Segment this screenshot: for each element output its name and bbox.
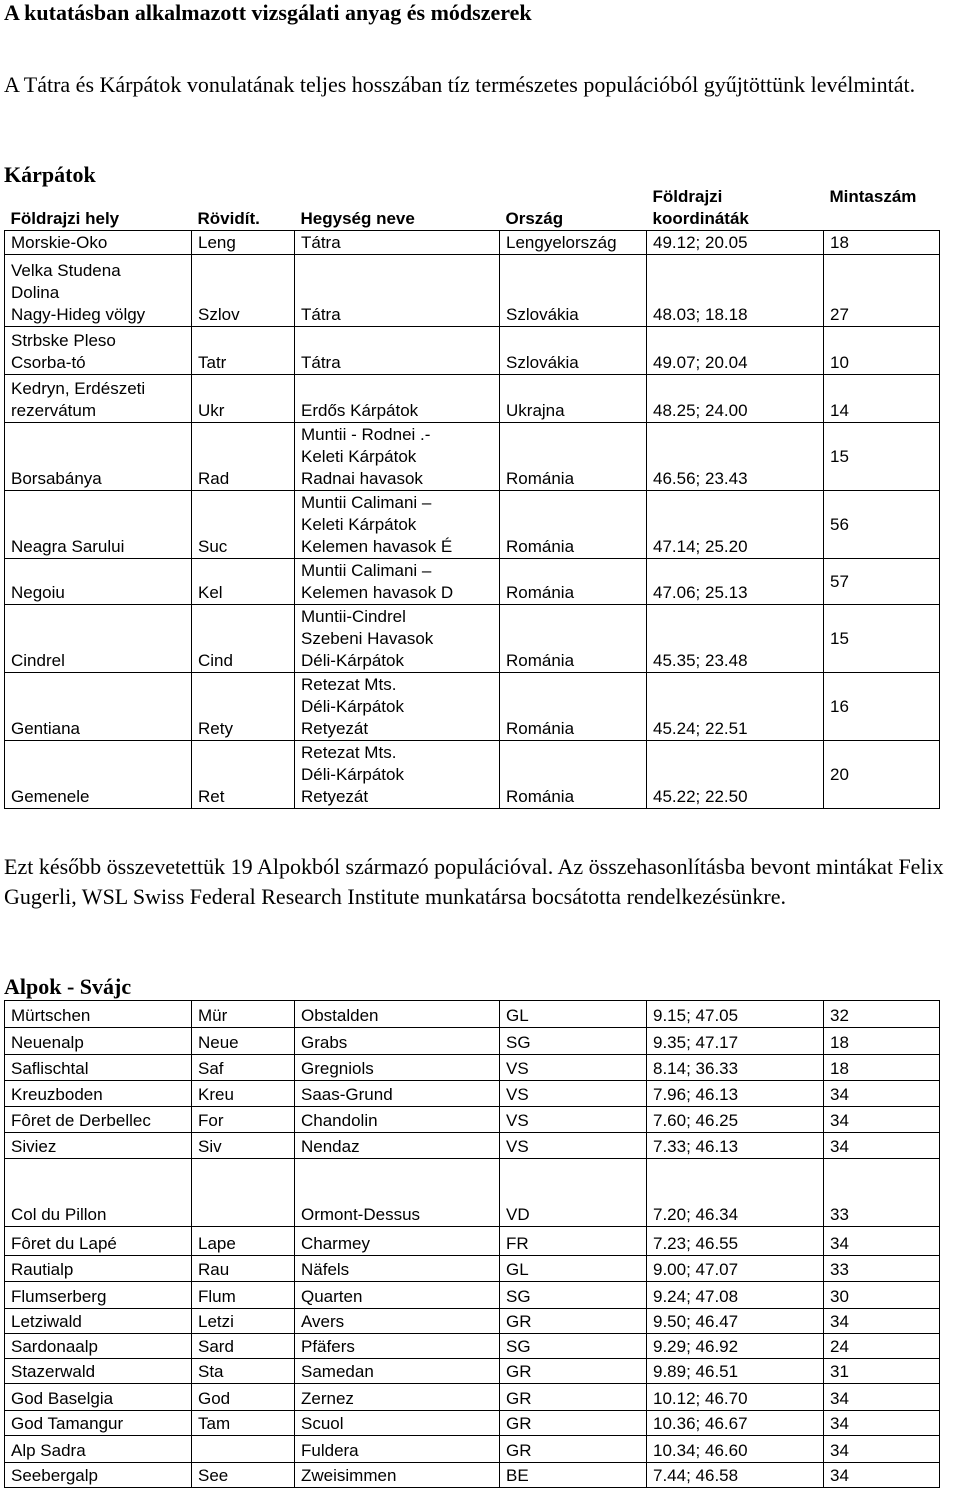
cell-sample-count: 57 [824,559,940,605]
cell-coordinates: 9.15; 47.05 [647,1001,824,1028]
cell-coordinates: 45.22; 22.50 [647,741,824,809]
cell-location: Gentiana [5,673,192,741]
cell-abbreviation [192,1159,295,1227]
table-row [5,1001,940,1028]
cell-abbreviation: Rad [192,423,295,491]
cell-country: VS [500,1055,647,1081]
cell-location: Stazerwald [5,1359,192,1384]
cell-abbreviation: Cind [192,605,295,673]
cell-mountain: Charmey [295,1227,500,1256]
header-coordinates: Földrajzi koordináták [647,186,824,231]
cell-country: GL [500,1001,647,1028]
table-row [5,327,940,375]
cell-mountain: Nendaz [295,1133,500,1159]
cell-mountain: Muntii - Rodnei .- Keleti Kárpátok Radnai havasok [295,423,500,491]
cell-mountain: Tátra [295,231,500,255]
cell-abbreviation: Flum [192,1282,295,1309]
cell-coordinates: 8.14; 36.33 [647,1055,824,1081]
cell-coordinates: 10.12; 46.70 [647,1384,824,1411]
table-row [5,1384,940,1411]
cell-location: Strbske Pleso Csorba-tó [5,327,192,375]
table-row [5,375,940,423]
cell-abbreviation: See [192,1463,295,1488]
cell-country: VD [500,1159,647,1227]
cell-coordinates: 7.23; 46.55 [647,1227,824,1256]
header-mountain: Hegység neve [295,186,500,231]
carpathians-heading: Kárpátok [4,162,96,187]
table-row [5,605,940,673]
table-row [5,1256,940,1282]
cell-location: Cindrel [5,605,192,673]
cell-country: GR [500,1411,647,1436]
cell-abbreviation: God [192,1384,295,1411]
cell-abbreviation: Letzi [192,1309,295,1334]
table-row [5,1159,940,1227]
cell-coordinates: 7.96; 46.13 [647,1081,824,1107]
cell-location: Borsabánya [5,423,192,491]
cell-country: SG [500,1028,647,1055]
cell-sample-count: 15 [824,423,940,491]
cell-mountain: Retezat Mts. Déli-Kárpátok Retyezát [295,741,500,809]
table-row [5,1309,940,1334]
cell-location: Rautialp [5,1256,192,1282]
cell-sample-count: 15 [824,605,940,673]
cell-country: Románia [500,673,647,741]
cell-sample-count: 34 [824,1081,940,1107]
cell-sample-count: 34 [824,1463,940,1488]
table-row [5,1133,940,1159]
table-row [5,1107,940,1133]
cell-location: God Baselgia [5,1384,192,1411]
table-row [5,1359,940,1384]
cell-coordinates: 9.50; 46.47 [647,1309,824,1334]
cell-country: GR [500,1309,647,1334]
table-row [5,1411,940,1436]
cell-mountain: Obstalden [295,1001,500,1028]
cell-country: Románia [500,605,647,673]
table-row [5,1227,940,1256]
cell-abbreviation: Tatr [192,327,295,375]
cell-location: Neuenalp [5,1028,192,1055]
cell-coordinates: 7.60; 46.25 [647,1107,824,1133]
cell-abbreviation: Suc [192,491,295,559]
cell-location: Morskie-Oko [5,231,192,255]
cell-mountain: Muntii Calimani – Kelemen havasok D [295,559,500,605]
cell-coordinates: 45.24; 22.51 [647,673,824,741]
cell-location: Fôret du Lapé [5,1227,192,1256]
cell-coordinates: 9.29; 46.92 [647,1334,824,1359]
table-row [5,559,940,605]
cell-country: GR [500,1436,647,1463]
cell-coordinates: 46.56; 23.43 [647,423,824,491]
cell-mountain: Tátra [295,327,500,375]
cell-location: Mürtschen [5,1001,192,1028]
cell-country: SG [500,1282,647,1309]
cell-sample-count: 24 [824,1334,940,1359]
cell-country: FR [500,1227,647,1256]
cell-mountain: Retezat Mts. Déli-Kárpátok Retyezát [295,673,500,741]
cell-sample-count: 56 [824,491,940,559]
cell-location: Alp Sadra [5,1436,192,1463]
cell-location: Sardonaalp [5,1334,192,1359]
cell-sample-count: 33 [824,1256,940,1282]
cell-coordinates: 47.14; 25.20 [647,491,824,559]
cell-mountain: Tátra [295,255,500,327]
cell-country: Lengyelország [500,231,647,255]
table-row [5,1055,940,1081]
cell-sample-count: 18 [824,231,940,255]
cell-country: VS [500,1081,647,1107]
cell-mountain: Gregniols [295,1055,500,1081]
cell-coordinates: 10.36; 46.67 [647,1411,824,1436]
cell-abbreviation: Leng [192,231,295,255]
cell-abbreviation: Kreu [192,1081,295,1107]
table-row [5,255,940,327]
cell-sample-count: 34 [824,1107,940,1133]
cell-abbreviation: Sta [192,1359,295,1384]
header-country: Ország [500,186,647,231]
cell-location: God Tamangur [5,1411,192,1436]
cell-abbreviation: Neue [192,1028,295,1055]
cell-country: Ukrajna [500,375,647,423]
cell-location: Seebergalp [5,1463,192,1488]
cell-mountain: Fuldera [295,1436,500,1463]
cell-sample-count: 34 [824,1227,940,1256]
cell-abbreviation: Szlov [192,255,295,327]
cell-coordinates: 10.34; 46.60 [647,1436,824,1463]
cell-country: GL [500,1256,647,1282]
table-row [5,1463,940,1488]
cell-mountain: Zweisimmen [295,1463,500,1488]
cell-mountain: Erdős Kárpátok [295,375,500,423]
cell-location: Velka Studena Dolina Nagy-Hideg völgy [5,255,192,327]
cell-abbreviation: Saf [192,1055,295,1081]
cell-sample-count: 34 [824,1411,940,1436]
cell-mountain: Avers [295,1309,500,1334]
table-row [5,423,940,491]
cell-abbreviation: Kel [192,559,295,605]
cell-coordinates: 7.44; 46.58 [647,1463,824,1488]
cell-sample-count: 33 [824,1159,940,1227]
cell-mountain: Zernez [295,1384,500,1411]
cell-coordinates: 48.25; 24.00 [647,375,824,423]
cell-location: Siviez [5,1133,192,1159]
cell-sample-count: 34 [824,1436,940,1463]
cell-country: VS [500,1107,647,1133]
cell-sample-count: 30 [824,1282,940,1309]
cell-abbreviation: Siv [192,1133,295,1159]
cell-abbreviation: Rau [192,1256,295,1282]
cell-location: Neagra Sarului [5,491,192,559]
cell-location: Gemenele [5,741,192,809]
header-abbreviation: Rövidít. [192,186,295,231]
cell-country: Szlovákia [500,255,647,327]
cell-coordinates: 49.07; 20.04 [647,327,824,375]
intro-paragraph: A Tátra és Kárpátok vonulatának teljes hosszában tíz természetes populációból gyűjtöttünk levélmintát. [4,72,916,97]
cell-abbreviation: Rety [192,673,295,741]
cell-mountain: Scuol [295,1411,500,1436]
cell-abbreviation [192,1436,295,1463]
alps-heading: Alpok - Svájc [4,974,132,999]
cell-mountain: Muntii-Cindrel Szebeni Havasok Déli-Kárpátok [295,605,500,673]
cell-coordinates: 7.20; 46.34 [647,1159,824,1227]
cell-country: Szlovákia [500,327,647,375]
table-row [5,491,940,559]
cell-country: GR [500,1359,647,1384]
carpathians-header-row [5,186,940,231]
cell-location: Saflischtal [5,1055,192,1081]
comparison-paragraph: Ezt később összevetettük 19 Alpokból származó populációval. Az összehasonlításba bevont mintákat Felix Gugerli, WSL Swiss Federal Research Institute munkatársa bocsátotta rendelkezésünkre. [4,854,944,909]
cell-location: Negoiu [5,559,192,605]
cell-sample-count: 14 [824,375,940,423]
cell-sample-count: 34 [824,1133,940,1159]
table-row [5,673,940,741]
header-location: Földrajzi hely [5,186,192,231]
cell-abbreviation: Mür [192,1001,295,1028]
table-row [5,741,940,809]
cell-abbreviation: Lape [192,1227,295,1256]
cell-country: SG [500,1334,647,1359]
cell-sample-count: 16 [824,673,940,741]
cell-mountain: Samedan [295,1359,500,1384]
cell-country: Románia [500,559,647,605]
table-row [5,1081,940,1107]
cell-country: GR [500,1384,647,1411]
table-row [5,1028,940,1055]
cell-mountain: Grabs [295,1028,500,1055]
carpathians-table [4,186,940,809]
cell-country: Románia [500,423,647,491]
cell-mountain: Näfels [295,1256,500,1282]
cell-location: Fôret de Derbellec [5,1107,192,1133]
cell-coordinates: 49.12; 20.05 [647,231,824,255]
cell-mountain: Pfäfers [295,1334,500,1359]
cell-abbreviation: Ret [192,741,295,809]
cell-location: Flumserberg [5,1282,192,1309]
cell-sample-count: 20 [824,741,940,809]
cell-abbreviation: Sard [192,1334,295,1359]
cell-location: Letziwald [5,1309,192,1334]
cell-country: VS [500,1133,647,1159]
cell-mountain: Muntii Calimani – Keleti Kárpátok Kelemen havasok É [295,491,500,559]
cell-coordinates: 45.35; 23.48 [647,605,824,673]
cell-sample-count: 34 [824,1384,940,1411]
cell-sample-count: 27 [824,255,940,327]
header-sample-count: Mintaszám [824,186,940,231]
cell-abbreviation: Ukr [192,375,295,423]
cell-sample-count: 18 [824,1055,940,1081]
cell-location: Kreuzboden [5,1081,192,1107]
cell-country: Románia [500,741,647,809]
cell-country: BE [500,1463,647,1488]
table-row [5,231,940,255]
cell-sample-count: 10 [824,327,940,375]
table-row [5,1282,940,1309]
cell-coordinates: 9.35; 47.17 [647,1028,824,1055]
cell-coordinates: 47.06; 25.13 [647,559,824,605]
cell-country: Románia [500,491,647,559]
cell-coordinates: 9.24; 47.08 [647,1282,824,1309]
cell-mountain: Quarten [295,1282,500,1309]
cell-mountain: Ormont-Dessus [295,1159,500,1227]
cell-sample-count: 18 [824,1028,940,1055]
table-row [5,1334,940,1359]
cell-coordinates: 9.89; 46.51 [647,1359,824,1384]
cell-coordinates: 9.00; 47.07 [647,1256,824,1282]
alps-table [4,1000,940,1488]
table-row [5,1436,940,1463]
cell-abbreviation: For [192,1107,295,1133]
cell-mountain: Saas-Grund [295,1081,500,1107]
cell-location: Col du Pillon [5,1159,192,1227]
cell-sample-count: 32 [824,1001,940,1028]
cell-coordinates: 7.33; 46.13 [647,1133,824,1159]
cell-sample-count: 34 [824,1309,940,1334]
cell-location: Kedryn, Erdészeti rezervátum [5,375,192,423]
cell-abbreviation: Tam [192,1411,295,1436]
cell-sample-count: 31 [824,1359,940,1384]
section-title: A kutatásban alkalmazott vizsgálati anyag és módszerek [4,0,532,25]
cell-coordinates: 48.03; 18.18 [647,255,824,327]
cell-mountain: Chandolin [295,1107,500,1133]
